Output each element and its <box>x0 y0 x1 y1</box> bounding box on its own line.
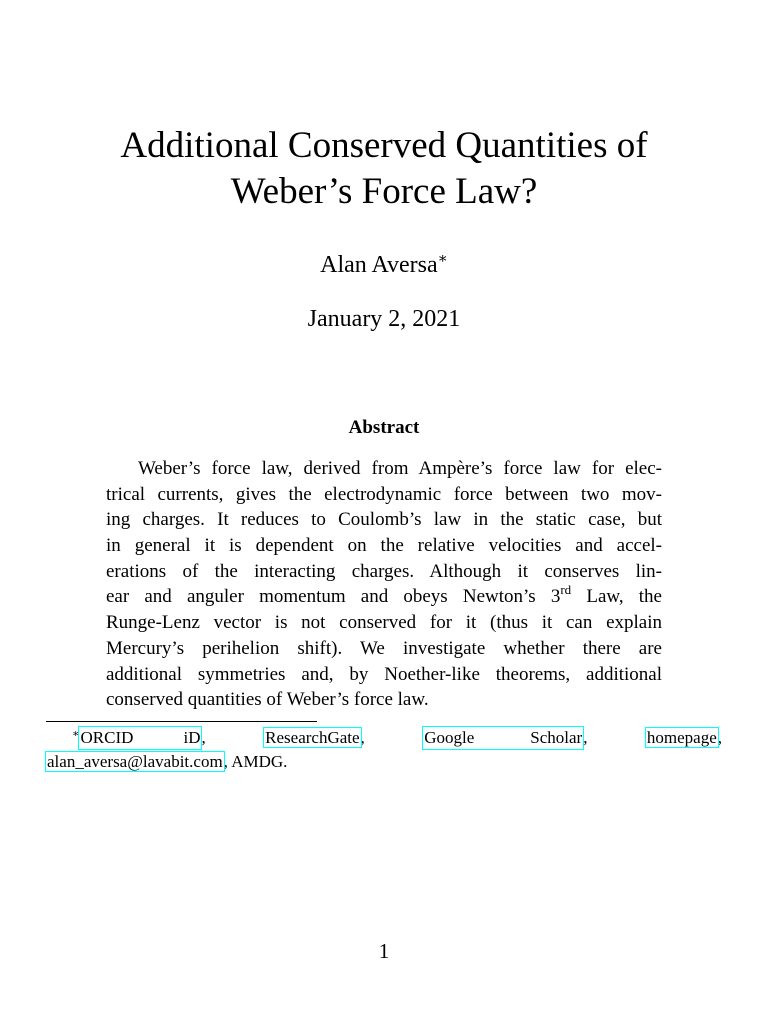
author-footnote-mark: ∗ <box>437 251 448 267</box>
separator-comma: , <box>583 728 588 747</box>
scholar-link-word: Scholar <box>530 728 583 747</box>
author-block <box>0 250 768 280</box>
abstract-line: Weber’s force law, derived from Ampère’s force law for elec- <box>138 458 662 479</box>
orcid-link-word: iD <box>183 728 201 747</box>
abstract-line-tail: Law, the <box>571 586 662 608</box>
footnote-tail: , AMDG. <box>223 752 288 771</box>
abstract-line: ing charges. It reduces to Coulomb’s law in the static case, but <box>106 509 662 531</box>
footnote-homepage-group <box>646 727 722 749</box>
orcid-link[interactable] <box>79 727 201 749</box>
abstract-line: erations of the interacting charges. Although it conserves lin- <box>106 560 662 582</box>
abstract-line-with-superscript <box>106 584 662 610</box>
footnote-line-1 <box>46 727 722 749</box>
separator-comma: , <box>201 728 206 747</box>
footnote-line-2 <box>46 751 722 773</box>
ordinal-superscript: rd <box>560 582 572 598</box>
abstract-heading: Abstract <box>348 417 420 438</box>
orcid-link-word: ORCID <box>80 728 134 747</box>
researchgate-link[interactable]: ResearchGate <box>265 728 360 747</box>
abstract-line: Runge-Lenz vector is not conserved for it (thus it can explain <box>106 612 662 634</box>
paper-title-line-2: Weber’s Force Law? <box>230 171 538 212</box>
abstract-line: additional symmetries and, by Noether-like theorems, additional <box>106 663 662 685</box>
scholar-link-word: Google <box>424 728 475 747</box>
footnote-researchgate-group <box>264 727 365 749</box>
footnote-mark: ∗ <box>72 728 80 740</box>
author-name: Alan Aversa <box>320 252 438 278</box>
footnote-scholar-group <box>423 727 587 749</box>
google-scholar-link[interactable] <box>423 727 583 749</box>
abstract-line: trical currents, gives the electrodynamic force between two mov- <box>106 483 662 505</box>
footnote-rule <box>46 721 317 722</box>
abstract-line: Mercury’s perihelion shift). We investigate whether there are <box>106 637 662 659</box>
email-link[interactable]: alan_aversa@lavabit.com <box>47 752 223 771</box>
footnote-orcid-group <box>46 727 206 749</box>
homepage-link[interactable]: homepage <box>646 728 717 747</box>
page-number: 1 <box>378 939 390 963</box>
separator-comma: , <box>360 728 365 747</box>
abstract-line: in general it is dependent on the relative velocities and accel- <box>106 535 662 557</box>
separator-comma: , <box>717 728 722 747</box>
publication-date: January 2, 2021 <box>307 306 461 332</box>
abstract-line: conserved quantities of Weber’s force law. <box>106 689 429 711</box>
paper-title-line-1: Additional Conserved Quantities of <box>120 125 648 166</box>
abstract-line-text: ear and anguler momentum and obeys Newton’s 3 <box>106 586 561 608</box>
abstract-body <box>106 456 662 713</box>
